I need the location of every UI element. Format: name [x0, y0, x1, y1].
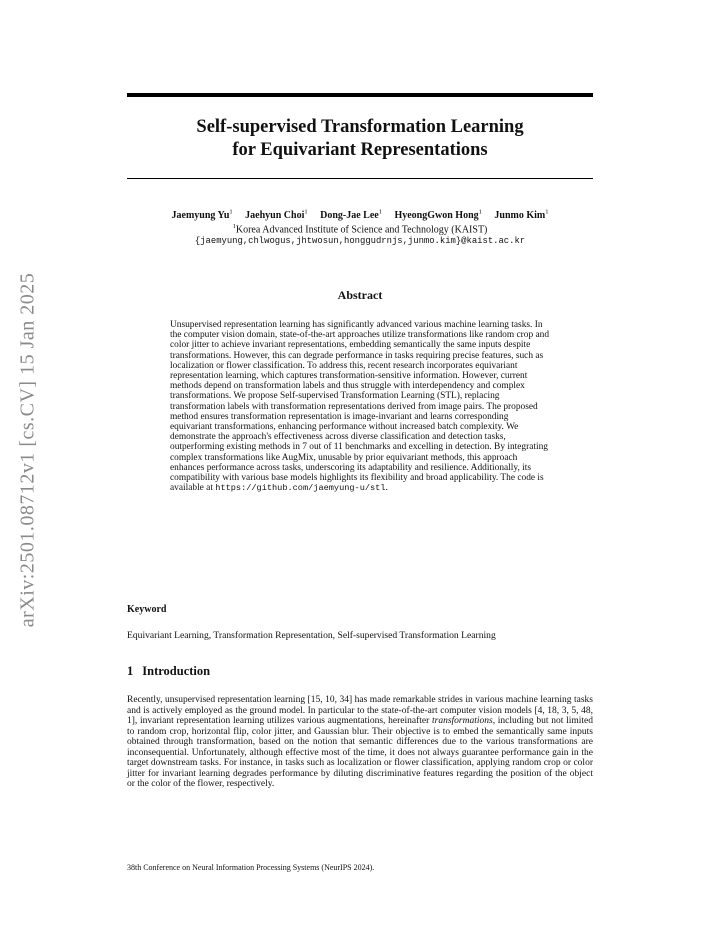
abstract-heading: Abstract [337, 288, 383, 302]
author: Junmo Kim$^1$ [494, 209, 549, 222]
author: Dong-Jae Lee$^1$ [320, 209, 382, 222]
keyword-list: Equivariant Learning, Transformation Representation, Self-supervised Transformation Learning [127, 630, 496, 641]
introduction-paragraph: Recently, unsupervised representation learning [15, 10, 34] has made remarkable strides in various machine learning tasks and is actively employed as the ground model. In particular to the state-of-the-art computer vision models [4, 18, 3, 5, 48, 1], invariant representation learning utilizes various augmentations, hereinafter transformations, including but not limited to random crop, horizontal flip, color jitter, and Gaussian blur. Their objective is to embed the semantically same inputs obtained through transformation, based on the notion that semantic differences due to the various transformations are inconsequential. Unfortunately, although effective most of the time, it does not always guarantee performance gain in the target downstream tasks. For instance, in tasks such as localization or flower classification, applying random crop or color jitter for invariant learning degrades performance by diluting discriminative features regarding the position of the object or the color of the flower, respectively. [127, 695, 593, 789]
abstract-body: Unsupervised representation learning has significantly advanced various machine learning tasks. In the computer vision domain, state-of-the-art approaches utilize transformations like random crop and color jitter to achieve invariant representations, embedding semantically the same inputs despite transformations. However, this can degrade performance in tasks requiring precise features, such as localization or flower classification. To address this, recent research incorporates equivariant representation learning, which captures transformation-sensitive information. However, current methods depend on transformation labels and thus struggle with interdependency and complex transformations. We propose Self-supervised Transformation Learning (STL), replacing transformation labels with transformation representations derived from image pairs. The proposed method ensures transformation representation is image-invariant and learns corresponding equivariant transformations, enhancing performance without increased batch complexity. We demonstrate the approach's effectiveness across diverse classification and detection tasks, outperforming existing methods in 7 out of 11 benchmarks and excelling in detection. By integrating complex transformations like AugMix, unusable by prior equivariant methods, this approach enhances performance across tasks, underscoring its adaptability and resilience. Additionally, its compatibility with various base models highlights its flexibility and broad applicability. The code is available at https://github.com/jaemyung-u/stl. [170, 320, 550, 494]
emphasis-term: transformations [431, 716, 493, 726]
affiliation: $^1$Korea Advanced Institute of Science and Technology (KAIST) [232, 223, 488, 236]
title-bottom-rule [127, 178, 593, 179]
author-emails: {jaemyung,chlwogus,jhtwosun,honggudrnjs,junmo.kim}@kaist.ac.kr [194, 236, 526, 246]
author: HyeongGwon Hong$^1$ [394, 209, 482, 222]
conference-footnote: 38th Conference on Neural Information Processing Systems (NeurIPS 2024). [127, 863, 375, 872]
keyword-heading: Keyword [127, 604, 167, 615]
author: Jaemyung Yu$^1$ [171, 209, 233, 222]
abstract-text: Unsupervised representation learning has significantly advanced various machine learning tasks. In the computer vision domain, state-of-the-art approaches utilize transformations like random crop and color jitter to achieve invariant representations, embedding semantically the same inputs despite transformations. However, this can degrade performance in tasks requiring precise features, such as localization or flower classification. To address this, recent research incorporates equivariant representation learning, which captures transformation-sensitive information. However, current methods depend on transformation labels and thus struggle with interdependency and complex transformations. We propose Self-supervised Transformation Learning (STL), replacing transformation labels with transformation representations derived from image pairs. The proposed method ensures transformation representation is image-invariant and learns corresponding equivariant transformations, enhancing performance without increased batch complexity. We demonstrate the approach's effectiveness across diverse classification and detection tasks, outperforming existing methods in 7 out of 11 benchmarks and excelling in detection. By integrating complex transformations like AugMix, unusable by prior equivariant methods, this approach enhances performance across tasks, underscoring its adaptability and resilience. Additionally, its compatibility with various base models highlights its flexibility and broad applicability. The code is available at [170, 320, 550, 494]
author: Jaehyun Choi$^1$ [245, 209, 308, 222]
section-number: 1 [127, 664, 134, 678]
author-list [127, 209, 593, 221]
title-line-2: for Equivariant Representations [232, 140, 488, 160]
section-heading-introduction [127, 664, 210, 679]
arxiv-identifier: arXiv:2501.08712v1 [cs.CV] 15 Jan 2025 [16, 272, 39, 628]
title-line-1: Self-supervised Transformation Learning [196, 117, 524, 137]
paper-title [127, 116, 593, 162]
section-title: Introduction [142, 664, 211, 678]
arxiv-sidebar-stamp [8, 250, 48, 650]
title-top-rule [127, 93, 593, 97]
code-url-link[interactable]: https://github.com/jaemyung-u/stl [215, 483, 386, 494]
